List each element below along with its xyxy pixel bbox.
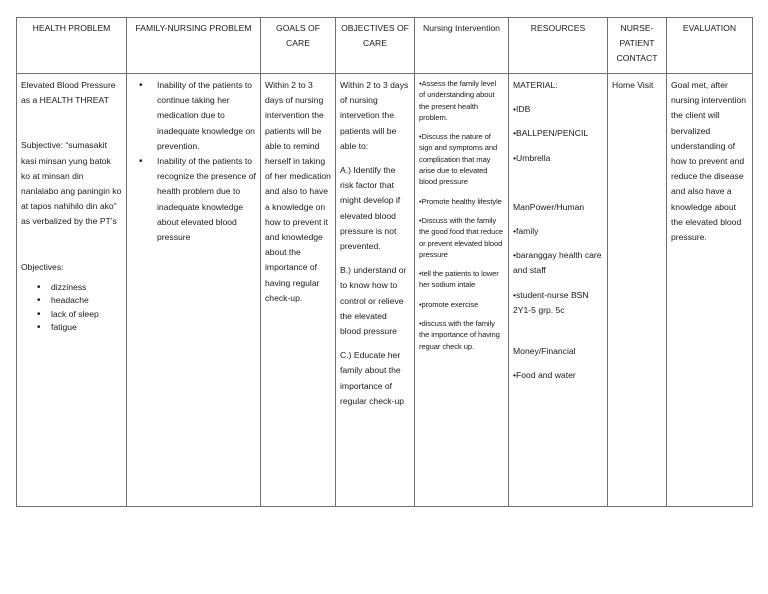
goals-of-care-cell — [261, 74, 336, 507]
resource-item: •family — [513, 226, 539, 237]
list-item: •Discuss the nature of sign and symptoms and complication that may arise due to elevated blood pressure — [419, 132, 498, 187]
resource-item: •Umbrella — [513, 152, 551, 163]
nurse-patient-contact-cell — [608, 74, 667, 507]
objective-a: A.) Identify the risk factor that might develop if elevated blood pressure is not prevented. — [340, 165, 401, 252]
list-item: •Assess the family level of understanding about the present health problem. — [419, 79, 497, 122]
list-item: •promote exercise — [419, 299, 479, 309]
contact-text: Home Visit — [612, 80, 654, 90]
nursing-care-plan-table — [16, 17, 753, 507]
money-label: Money/Financial — [513, 346, 576, 357]
header-nurse-patient-contact: NURSE-PATIENT CONTACT — [608, 18, 667, 74]
header-health-problem: HEALTH PROBLEM — [17, 18, 127, 74]
list-item: • dizziness — [51, 281, 122, 295]
list-item: •Discuss with the family the good food that reduce or prevent elevated blood pressure — [419, 215, 504, 259]
interventions-list — [419, 78, 504, 352]
family-problems-list — [131, 78, 256, 245]
material-label: MATERIAL: — [513, 80, 558, 90]
list-item: • Inability of the patients to continue taking her medication due to inadequate knowledge on prevention. — [157, 78, 256, 154]
health-problem-cell — [17, 74, 127, 507]
resource-item: •Food and water — [513, 370, 576, 381]
list-item: • fatigue — [51, 321, 122, 335]
list-item: • Inability of the patients to recognize the presence of health problem due to inadequate knowledge about elevated blood pressure — [157, 154, 256, 245]
subjective-cue: Subjective: “sumasakit kasi minsan yung batok ko at minsan din nanlalabo ang paningin ko at tapos nahihilo din ako” as verbalized by the PT’s — [21, 140, 122, 227]
list-item: •discuss with the family the importance of having reguar check up. — [419, 319, 500, 351]
objectives-label: Objectives: — [21, 261, 64, 272]
list-item: • lack of sleep — [51, 308, 122, 322]
list-item: •Promote healthy lifestyle — [419, 196, 502, 206]
header-resources: RESOURCES — [509, 18, 608, 74]
header-row — [17, 18, 753, 74]
objective-b: B.) understand or to know how to control or relieve the elevated blood pressure — [340, 265, 407, 337]
objectives-of-care-cell — [336, 74, 415, 507]
header-objectives-of-care: OBJECTIVES OF CARE — [336, 18, 415, 74]
goal-text: Within 2 to 3 days of nursing intervention the patients will be able to remind herself in taking of her medication and also to have a knowledge on how to prevent it and knowledge about the importance of having regular check-up. — [265, 80, 331, 303]
header-goals-of-care: GOALS OF CARE — [261, 18, 336, 74]
health-problem-title: Elevated Blood Pressure as a HEALTH THREAT — [21, 80, 116, 106]
list-item: • headache — [51, 294, 122, 308]
resource-item: •student-nurse BSN 2Y1-5 grp. 5c — [513, 289, 589, 315]
resources-cell — [509, 74, 608, 507]
resource-item: •IDB — [513, 104, 531, 115]
objectives-intro: Within 2 to 3 days of nursing intervetion the patients will be able to: — [340, 80, 409, 151]
objective-cues-list — [21, 281, 122, 335]
nursing-intervention-cell — [415, 74, 509, 507]
header-evaluation: EVALUATION — [667, 18, 753, 74]
content-row — [17, 74, 753, 507]
resource-item: •BALLPEN/PENCIL — [513, 128, 589, 139]
manpower-label: ManPower/Human — [513, 201, 585, 212]
objective-c: C.) Educate her family about the importance of regular check-up — [340, 350, 405, 406]
header-nursing-intervention: Nursing Intervention — [415, 18, 509, 74]
header-family-nursing-problem: FAMILY-NURSING PROBLEM — [127, 18, 261, 74]
evaluation-cell — [667, 74, 753, 507]
resource-item: •baranggay health care and staff — [513, 250, 602, 276]
evaluation-text: Goal met, after nursing intervention the client will bervalized understanding of how to prevent and reduce the disease and also have a knowledge about the elevated blood pressure. — [671, 80, 747, 243]
list-item: •tell the patients to lower her sodium intale — [419, 269, 499, 290]
family-nursing-problem-cell — [127, 74, 261, 507]
